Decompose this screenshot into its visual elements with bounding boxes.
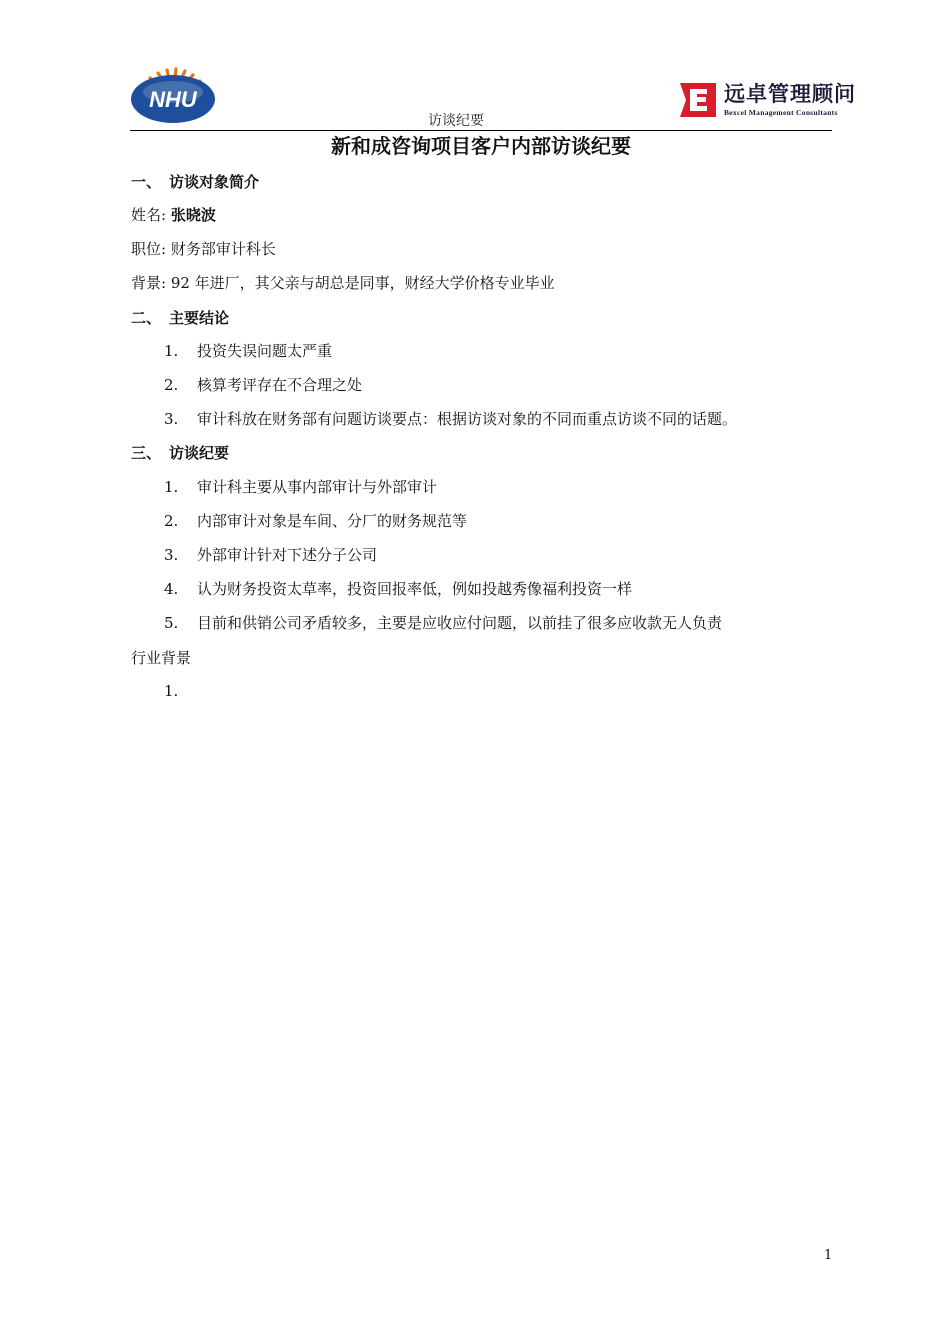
name-label: 姓名: [131,206,171,224]
list-item-number: 5. [164,614,179,632]
list-item-number: 1. [164,478,179,496]
list-item [164,545,377,565]
list-item [164,341,332,361]
nhu-logo [128,66,218,126]
position-value: 财务部审计科长 [170,240,276,258]
list-item [164,681,197,701]
position-label: 职位: [131,240,171,258]
page-number: 1 [824,1248,833,1263]
name-line [131,205,216,225]
background-label: 背景: [131,274,171,292]
bexcel-name-cn: 远卓管理顾问 [724,81,856,106]
list-item-text: 内部审计对象是车间、分厂的财务规范等 [197,512,468,530]
list-item-text: 外部审计针对下述分子公司 [197,546,378,564]
list-item-number: 1. [164,342,179,360]
list-item-number: 3. [164,546,179,564]
list-item [164,375,362,395]
list-item-text: 审计科放在财务部有问题访谈要点：根据访谈对象的不同而重点访谈不同的话题。 [197,410,738,428]
bexcel-name-en: Bexcel Management Consultants [724,108,838,117]
list-item-text: 投资失误问题太严重 [197,342,333,360]
section-heading-2 [131,308,229,328]
position-line [131,239,276,259]
bexcel-logo [676,80,866,122]
background-line [131,273,555,293]
section-title: 访谈纪要 [169,444,230,462]
list-item [164,511,467,531]
section-title: 访谈对象简介 [169,173,260,191]
bexcel-logo-mark [676,80,720,120]
nhu-logo-graphic [128,66,218,126]
list-item-number: 4. [164,580,179,598]
section-number: 三、 [131,444,162,462]
section-heading-3 [131,443,229,463]
list-item-text: 审计科主要从事内部审计与外部审计 [197,478,438,496]
list-item-number: 2. [164,376,179,394]
list-item-text: 目前和供销公司矛盾较多，主要是应收应付问题，以前挂了很多应收款无人负责 [197,614,723,632]
section-heading-1 [131,172,259,192]
background-value: 92 年进厂，其父亲与胡总是同事，财经大学价格专业毕业 [170,274,555,292]
list-item-number: 3. [164,410,179,428]
list-item-text: 核算考评存在不合理之处 [197,376,363,394]
name-value: 张晓波 [170,206,216,224]
header-divider [130,130,832,131]
bexcel-logo-text [724,80,856,118]
list-item [164,409,737,429]
list-item-text: 认为财务投资太草率，投资回报率低，例如投越秀像福利投资一样 [197,580,633,598]
list-item-number: 1. [164,682,179,700]
industry-heading: 行业背景 [131,649,192,667]
section-title: 主要结论 [169,309,230,327]
section-number: 一、 [131,173,162,191]
list-item-number: 2. [164,512,179,530]
list-item [164,579,632,599]
nhu-logo-text: NHU [149,87,197,112]
list-item [164,477,437,497]
page-title: 新和成咨询项目客户内部访谈纪要 [331,134,631,158]
list-item [164,613,722,633]
header-label: 访谈纪要 [428,113,484,129]
section-number: 二、 [131,309,162,327]
